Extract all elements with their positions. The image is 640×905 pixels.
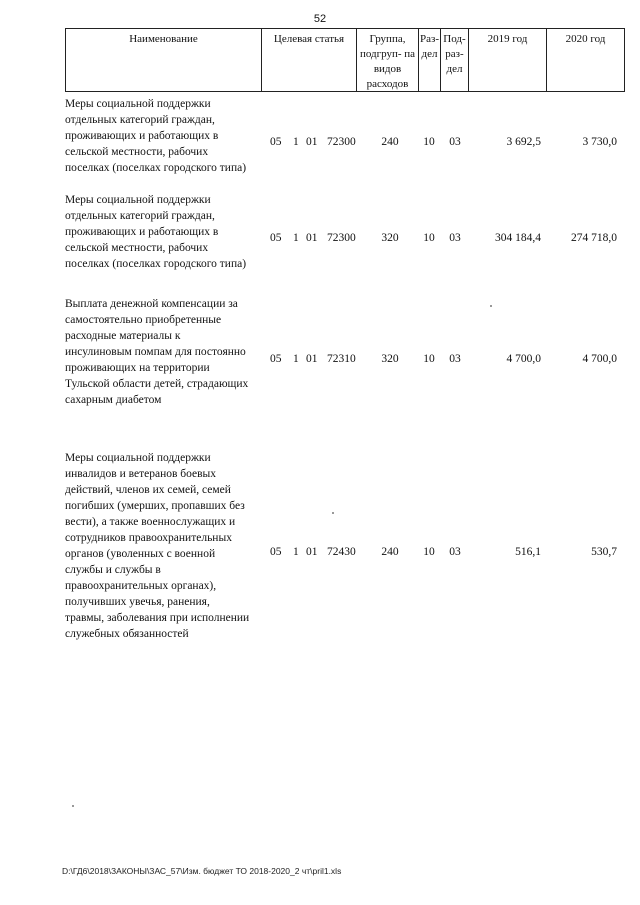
row-subsection: 03 [449,546,461,558]
row-code-direction: 72310 [327,353,356,365]
row-code-main: 01 [306,232,318,244]
row-2019: 516,1 [515,546,541,558]
row-code-subprogram: 1 [293,136,299,148]
table-header [65,28,625,92]
row-code-direction: 72430 [327,546,356,558]
row-name: Выплата денежной компенсации за самостоятельно приобретенные расходные материалы к инсулиновым помпам для постоянно проживающих на территории Тульской области детей, страдающих сахарным диабетом [65,298,249,406]
row-code-program: 05 [270,353,282,365]
table-row [65,96,625,192]
row-section: 10 [423,353,435,365]
row-group: 320 [381,353,399,365]
table-row [65,450,625,660]
row-code-main: 01 [306,353,318,365]
row-name: Меры социальной поддержки инвалидов и ветеранов боевых действий, членов их семей, семей погибших (умерших, пропавших без вести), а также военнослужащих и сотрудников правоохранительных органов (уволенных с военной службы и службы в правоохранительных органах), получивших увечья, ранения, травмы, заболевания при исполнении служебных обязанностей [65,452,250,640]
header-2020: 2020 год [546,29,624,91]
scan-speck [490,305,492,307]
row-code-main: 01 [306,546,318,558]
scan-speck [332,512,334,514]
header-2019: 2019 год [468,29,546,91]
row-section: 10 [423,546,435,558]
scan-speck [72,805,74,807]
row-code-program: 05 [270,546,282,558]
row-code-subprogram: 1 [293,546,299,558]
row-name: Меры социальной поддержки отдельных категорий граждан, проживающих и работающих в сельской местности, рабочих поселках (поселках городского типа) [65,194,247,270]
row-code-main: 01 [306,136,318,148]
row-code-direction: 72300 [327,232,356,244]
row-subsection: 03 [449,136,461,148]
row-2020: 530,7 [591,546,617,558]
row-code-subprogram: 1 [293,232,299,244]
row-2020: 4 700,0 [582,353,617,365]
row-group: 240 [381,546,399,558]
header-group: Группа, подгруп- па видов расходов [356,29,418,91]
row-subsection: 03 [449,232,461,244]
header-name: Наименование [129,33,198,45]
row-group: 240 [381,136,399,148]
table-row [65,296,625,426]
row-subsection: 03 [449,353,461,365]
table-row [65,192,625,292]
header-subsection: Под- раз- дел [440,29,468,91]
row-group: 320 [381,232,399,244]
file-path-footer: D:\ГД6\2018\ЗАКОНЫ\ЗАС_57\Изм. бюджет ТО 2018-2020_2 чт\pril1.xls [62,866,342,876]
row-2019: 4 700,0 [506,353,541,365]
row-code-direction: 72300 [327,136,356,148]
row-code-program: 05 [270,136,282,148]
row-name: Меры социальной поддержки отдельных категорий граждан, проживающих и работающих в сельской местности, рабочих поселках (поселках городского типа) [65,98,247,174]
row-2019: 304 184,4 [495,232,541,244]
row-section: 10 [423,136,435,148]
row-code-subprogram: 1 [293,353,299,365]
row-2020: 3 730,0 [582,136,617,148]
header-section: Раз- дел [418,29,440,91]
row-code-program: 05 [270,232,282,244]
row-2019: 3 692,5 [506,136,541,148]
row-2020: 274 718,0 [571,232,617,244]
page-number: 52 [313,13,327,25]
row-section: 10 [423,232,435,244]
header-target: Целевая статья [261,29,356,91]
